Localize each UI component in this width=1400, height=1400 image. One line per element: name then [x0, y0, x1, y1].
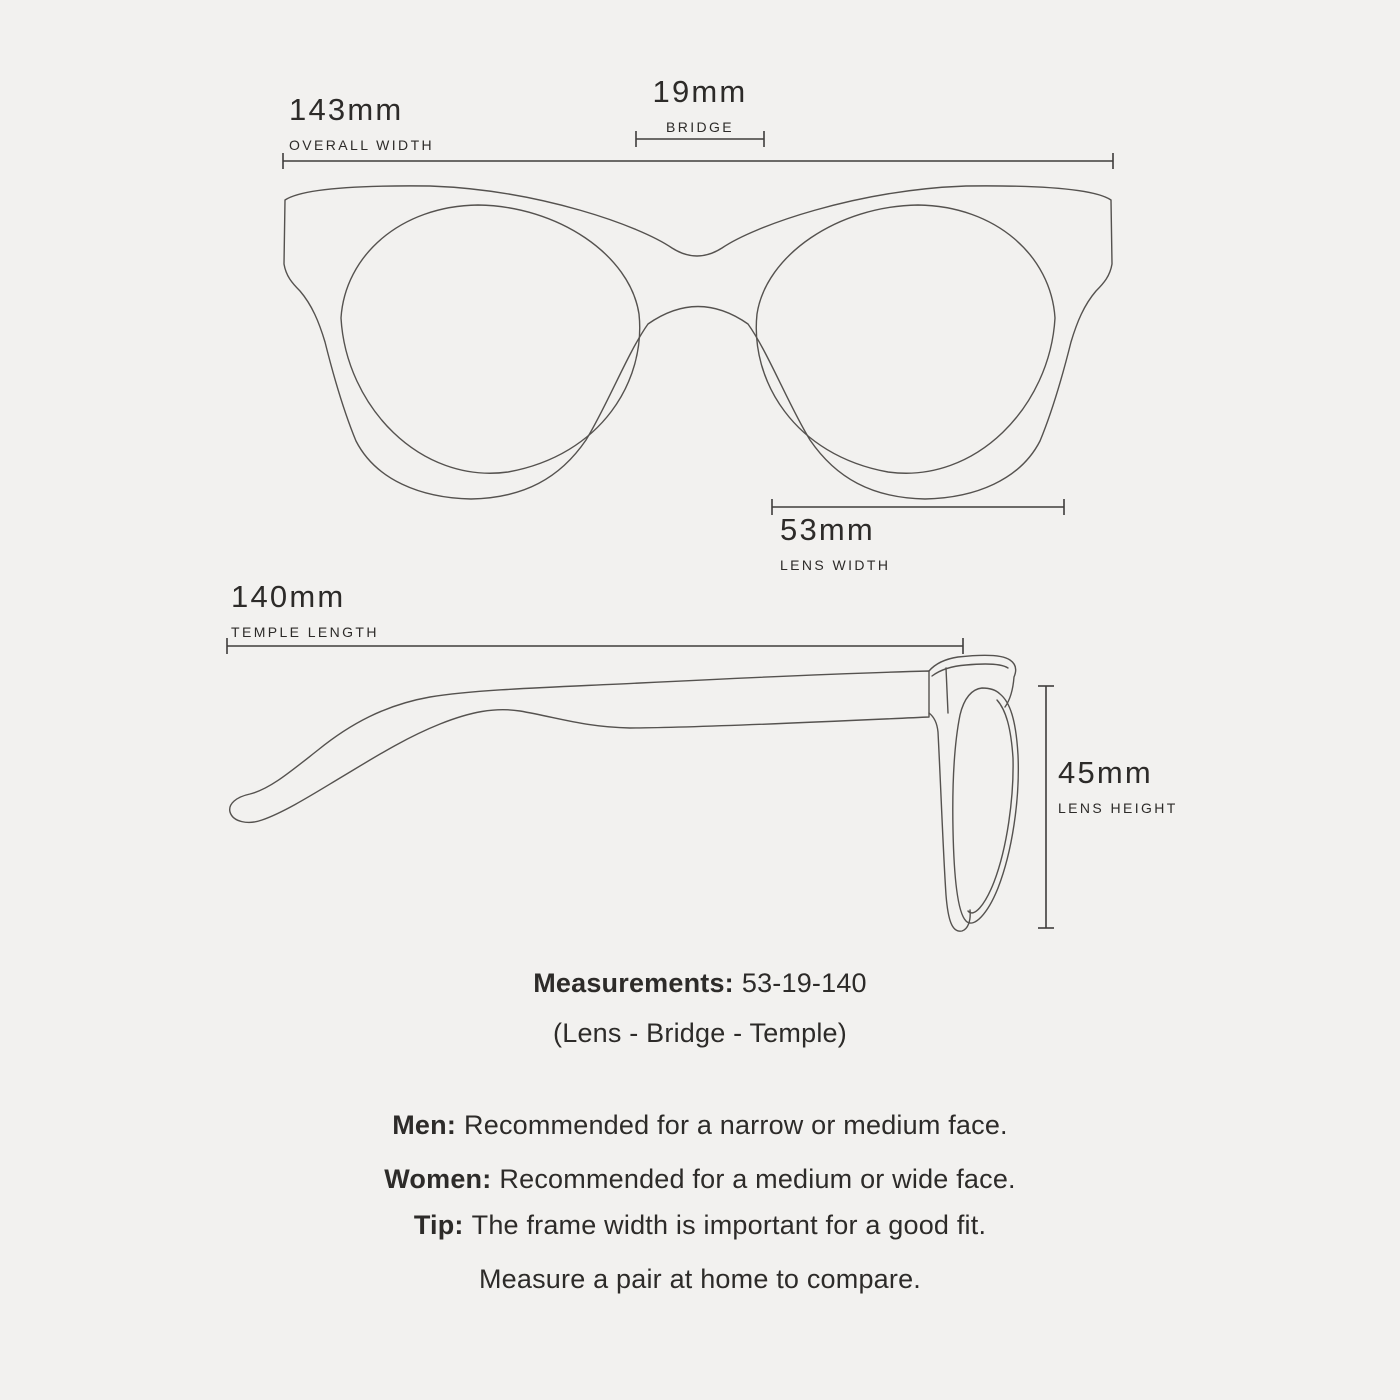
tip-label: Tip:: [413, 1210, 464, 1240]
fit-tip-line-2: Measure a pair at home to compare.: [478, 1264, 922, 1294]
front-frame-outline: [284, 186, 1112, 499]
temple-length-dimension-line: [227, 638, 963, 654]
temple-length-label: [231, 579, 379, 640]
overall-width-dimension-line: [283, 153, 1113, 169]
men-text: Recommended for a narrow or medium face.: [464, 1110, 1008, 1140]
lens-height-value: 45mm: [1058, 755, 1153, 790]
bridge-label: [653, 74, 748, 135]
bridge-caption: BRIDGE: [665, 119, 735, 135]
fit-recommendation-men: [0, 1098, 1400, 1152]
measurements-summary: [0, 958, 1400, 1058]
lens-width-label: [780, 512, 890, 573]
fit-recommendations: [0, 1098, 1400, 1206]
measurements-summary-value: 53-19-140: [741, 968, 867, 998]
overall-width-label: [289, 92, 434, 153]
men-label: Men:: [392, 1110, 457, 1140]
women-label: Women:: [384, 1164, 492, 1194]
lens-height-dimension-line: [1038, 686, 1054, 928]
measurements-summary-line: [0, 958, 1400, 1008]
lens-width-caption: LENS WIDTH: [780, 557, 891, 573]
lens-height-label: [1058, 755, 1178, 816]
temple-arm-outline: [230, 671, 929, 822]
hinge-top-face: [929, 655, 1016, 707]
fit-tip-line-1: [0, 1198, 1400, 1252]
front-view-drawing: [284, 186, 1112, 499]
measurements-summary-key: (Lens - Bridge - Temple): [553, 1018, 847, 1048]
tip-text: The frame width is important for a good fit.: [471, 1210, 987, 1240]
hinge-front-edge: [946, 668, 948, 713]
left-lens-outline: [341, 205, 640, 473]
right-lens-outline: [756, 205, 1055, 473]
lens-height-caption: LENS HEIGHT: [1058, 800, 1178, 816]
temple-length-value: 140mm: [231, 579, 346, 614]
measurements-summary-label: Measurements:: [533, 968, 734, 998]
overall-width-caption: OVERALL WIDTH: [289, 137, 435, 153]
lens-width-value: 53mm: [780, 512, 875, 547]
fit-tip: [0, 1198, 1400, 1306]
side-view-drawing: [230, 655, 1019, 931]
frame-rim-profile: [929, 713, 970, 931]
temple-length-caption: TEMPLE LENGTH: [231, 624, 379, 640]
women-text: Recommended for a medium or wide face.: [499, 1164, 1016, 1194]
side-lens-inner-line: [968, 700, 1013, 913]
bridge-value: 19mm: [652, 74, 748, 109]
overall-width-value: 143mm: [289, 92, 404, 127]
hinge-top-face-inner-line: [932, 664, 1008, 676]
